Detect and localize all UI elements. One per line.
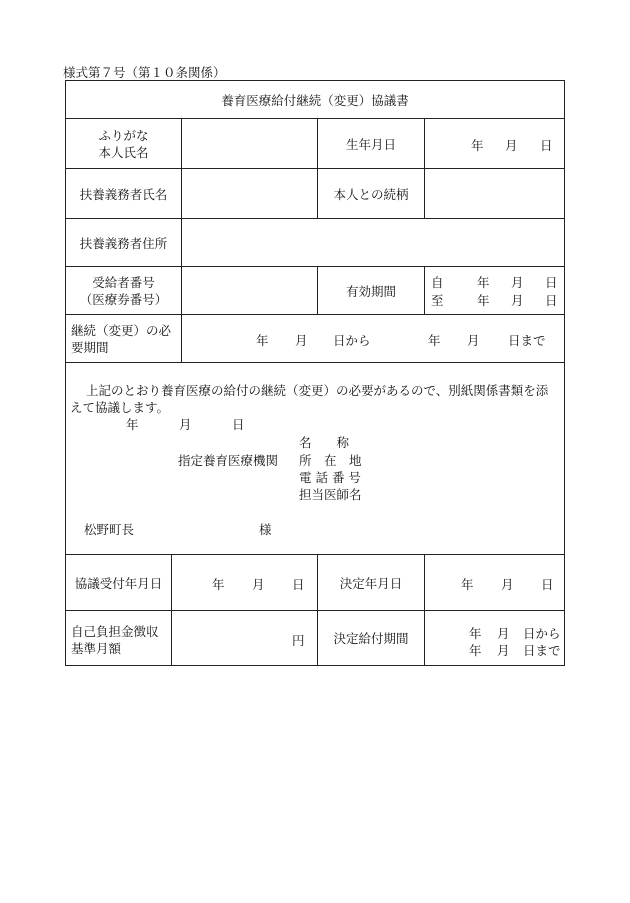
benefit-period-label: 決定給付期間 <box>333 631 409 646</box>
benefit-to-month-unit: 月 <box>497 643 510 658</box>
decision-date-field[interactable] <box>424 555 564 611</box>
birth-date-label: 生年月日 <box>345 137 396 152</box>
name-label: 本人氏名 <box>98 145 149 160</box>
statement-year-unit: 年 <box>126 417 139 432</box>
institution-name-label: 名 称 <box>299 435 350 450</box>
recipient-row <box>66 266 564 315</box>
required-period-label-line2: 要期間 <box>71 340 109 355</box>
validity-to-label: 至 <box>431 293 444 308</box>
benefit-from-day-unit: 日から <box>523 626 561 641</box>
guardian-address-row <box>66 218 564 267</box>
form-number-label: 様式第７号（第１０条関係） <box>63 65 226 80</box>
statement-month-unit: 月 <box>179 417 192 432</box>
period-to-month-unit: 月 <box>467 333 480 348</box>
benefit-period-field[interactable] <box>424 611 564 665</box>
receipt-day-unit: 日 <box>292 577 305 592</box>
birth-year-unit: 年 <box>471 138 484 153</box>
period-to-day-unit: 日まで <box>508 333 546 348</box>
recipient-label-cell <box>66 267 181 315</box>
relation-label: 本人との続柄 <box>333 187 409 202</box>
guardian-address-label: 扶養義務者住所 <box>79 236 168 251</box>
validity-from-day-unit: 日 <box>545 275 558 290</box>
required-period-field[interactable] <box>181 315 564 363</box>
copay-label-line2: 基準月額 <box>71 641 122 656</box>
validity-from-year-unit: 年 <box>477 275 490 290</box>
name-row <box>66 118 564 169</box>
receipt-date-label-cell <box>66 555 171 611</box>
receipt-date-label: 協議受付年月日 <box>74 576 163 591</box>
receipt-month-unit: 月 <box>252 577 265 592</box>
copay-amount-field[interactable] <box>171 611 317 665</box>
benefit-from-year-unit: 年 <box>469 626 482 641</box>
institution-phone-label: 電 話 番 号 <box>299 470 361 485</box>
decision-day-unit: 日 <box>541 577 554 592</box>
benefit-from-month-unit: 月 <box>497 626 510 641</box>
relation-field[interactable] <box>424 169 564 219</box>
consultation-form <box>65 80 565 666</box>
benefit-period-label-cell <box>317 611 424 665</box>
guardian-name-label: 扶養義務者氏名 <box>79 187 168 202</box>
name-field[interactable] <box>181 119 317 169</box>
recipient-number-label: 受給者番号 <box>92 275 155 290</box>
institution-address-label: 所 在 地 <box>299 453 362 468</box>
required-period-label-line1: 継続（変更）の必 <box>71 323 172 338</box>
guardian-address-label-cell <box>66 219 181 267</box>
guardian-address-field[interactable] <box>181 219 564 267</box>
medical-ticket-number-label: （医療券番号） <box>79 292 168 307</box>
validity-to-month-unit: 月 <box>511 293 524 308</box>
birth-date-label-cell <box>317 119 424 169</box>
statement-block <box>66 362 564 555</box>
form-title: 養育医療給付継続（変更）協議書 <box>221 92 409 108</box>
birth-day-unit: 日 <box>540 138 553 153</box>
relation-label-cell <box>317 169 424 219</box>
validity-to-year-unit: 年 <box>477 293 490 308</box>
title-row <box>66 81 564 118</box>
validity-label-cell <box>317 267 424 315</box>
validity-period-field[interactable] <box>424 267 564 315</box>
birth-month-unit: 月 <box>505 138 518 153</box>
benefit-to-day-unit: 日まで <box>523 643 561 658</box>
period-from-year-unit: 年 <box>256 333 269 348</box>
period-from-day-unit: 日から <box>333 333 371 348</box>
receipt-decision-row <box>66 554 564 611</box>
copay-label-cell <box>66 611 171 665</box>
addressee-label: 松野町長 <box>84 522 135 537</box>
benefit-to-year-unit: 年 <box>469 643 482 658</box>
guardian-row <box>66 168 564 219</box>
statement-day-unit: 日 <box>232 417 245 432</box>
validity-to-day-unit: 日 <box>545 293 558 308</box>
copay-label-line1: 自己負担金徴収 <box>71 624 159 639</box>
copay-benefit-row <box>66 610 564 665</box>
decision-date-label: 決定年月日 <box>339 576 403 591</box>
honorific-label: 様 <box>259 522 272 537</box>
name-label-cell <box>66 119 181 169</box>
furigana-label: ふりがな <box>98 128 149 143</box>
validity-from-month-unit: 月 <box>511 275 524 290</box>
statement-text-line2: えて協議します。 <box>70 400 170 415</box>
recipient-number-field[interactable] <box>181 267 317 315</box>
required-period-row <box>66 314 564 363</box>
validity-from-label: 自 <box>431 275 444 290</box>
validity-period-label: 有効期間 <box>345 284 396 299</box>
attending-doctor-label: 担当医師名 <box>299 487 362 502</box>
period-from-month-unit: 月 <box>295 333 308 348</box>
guardian-label-cell <box>66 169 181 219</box>
period-to-year-unit: 年 <box>428 333 441 348</box>
receipt-date-field[interactable] <box>171 555 317 611</box>
statement-text-line1: 上記のとおり養育医療の給付の継続（変更）の必要があるので、別紙関係書類を添 <box>86 383 549 398</box>
birth-date-field[interactable] <box>424 119 564 169</box>
decision-year-unit: 年 <box>461 577 474 592</box>
yen-unit: 円 <box>292 633 305 648</box>
decision-month-unit: 月 <box>501 577 514 592</box>
receipt-year-unit: 年 <box>212 577 225 592</box>
designated-institution-label: 指定養育医療機関 <box>178 453 279 468</box>
decision-date-label-cell <box>317 555 424 611</box>
required-period-label-cell <box>66 315 181 363</box>
guardian-name-field[interactable] <box>181 169 317 219</box>
